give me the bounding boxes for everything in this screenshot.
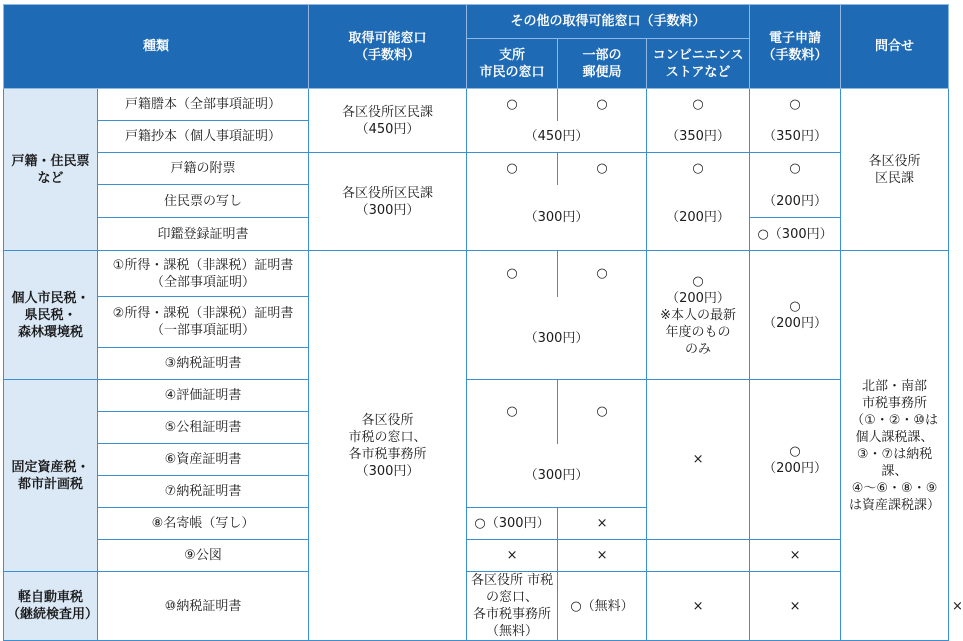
mark-available: ○ bbox=[467, 380, 558, 444]
window-koseki-a: 各区役所区民課 （450円） bbox=[309, 89, 467, 153]
item-label: ⑥資産証明書 bbox=[98, 444, 309, 476]
mark-unavailable: × bbox=[750, 540, 841, 572]
mark-available: ○ bbox=[467, 153, 558, 185]
fee-branch-post: （450円） bbox=[467, 121, 647, 153]
item-label: ⑧名寄帳（写し） bbox=[98, 508, 309, 540]
fee-e-application-kojin: ○ （200円） bbox=[750, 251, 841, 380]
mark-unavailable: × bbox=[750, 572, 841, 641]
mark-available: ○ bbox=[647, 89, 750, 121]
header-branch: 支所 市民の窓口 bbox=[467, 39, 558, 89]
mark-available: ○ bbox=[750, 89, 841, 121]
category-kei: 軽自動車税 （継続検査用） bbox=[4, 572, 98, 641]
mark-available: ○ bbox=[467, 251, 558, 297]
contact-koseki: 各区役所 区民課 bbox=[841, 89, 949, 251]
item-label: ⑦納税証明書 bbox=[98, 476, 309, 508]
item-label: ②所得・課税（非課税）証明書 （一部事項証明） bbox=[98, 297, 309, 348]
fee-convenience: （200円） bbox=[647, 185, 750, 251]
fee-branch-post: （300円） bbox=[467, 297, 647, 380]
header-kind: 種類 bbox=[4, 5, 309, 89]
header-post-office: 一部の 郵便局 bbox=[558, 39, 647, 89]
window-tax: 各区役所 市税の窓口、 各市税事務所 （300円） bbox=[309, 251, 467, 641]
mark-empty bbox=[647, 540, 750, 572]
item-label: ⑤公租証明書 bbox=[98, 412, 309, 444]
mark-available: ○ bbox=[558, 153, 647, 185]
fee-branch-post: （300円） bbox=[467, 444, 647, 508]
fee-convenience-tax: ○ （200円） ※本人の最新 年度のもの のみ bbox=[647, 251, 750, 380]
header-e-application: 電子申請 （手数料） bbox=[750, 5, 841, 89]
certificate-fee-table bbox=[3, 4, 963, 641]
item-label: ⑩納税証明書 bbox=[98, 572, 309, 641]
mark-available: ○ bbox=[558, 380, 647, 444]
header-convenience-store: コンビニエンス ストアなど bbox=[647, 39, 750, 89]
category-kojin: 個人市民税・ 県民税・ 森林環境税 bbox=[4, 251, 98, 380]
mark-available: ○ bbox=[558, 251, 647, 297]
table-row bbox=[4, 540, 949, 572]
item-label: 戸籍謄本（全部事項証明） bbox=[98, 89, 309, 121]
table-row bbox=[4, 89, 949, 121]
mark-available: ○ bbox=[558, 89, 647, 121]
fee-branch-nayose: ○（300円） bbox=[467, 508, 558, 540]
fee-e-application: （350円） bbox=[750, 121, 841, 153]
mark-available: ○ bbox=[647, 153, 750, 185]
category-koseki: 戸籍・住民票 など bbox=[4, 89, 98, 251]
table-row bbox=[4, 185, 949, 218]
fee-e-application-inkan: ○（300円） bbox=[750, 218, 841, 251]
item-label: 印鑑登録証明書 bbox=[98, 218, 309, 251]
table-row bbox=[4, 251, 949, 297]
item-label: ④評価証明書 bbox=[98, 380, 309, 412]
fee-branch-post: （300円） bbox=[467, 185, 647, 251]
table-row bbox=[4, 153, 949, 185]
mark-unavailable: × bbox=[558, 508, 647, 540]
window-koseki-b: 各区役所区民課 （300円） bbox=[309, 153, 467, 251]
table-row bbox=[4, 380, 949, 412]
mark-unavailable: × bbox=[467, 540, 558, 572]
mark-unavailable: × bbox=[558, 540, 647, 572]
fee-branch-kei: ○（無料） bbox=[558, 572, 647, 641]
contact-tax: 北部・南部 市税事務所 （①・②・⑩は 個人課税課、 ③・⑦は納税課、 ④〜⑥・⑧・⑨ は資産課税課） bbox=[841, 251, 949, 641]
item-label: 戸籍の附票 bbox=[98, 153, 309, 185]
header-contact: 問合せ bbox=[841, 5, 949, 89]
table-row bbox=[4, 121, 949, 153]
category-kotei: 固定資産税・ 都市計画税 bbox=[4, 380, 98, 572]
table-row: 軽自動車税 （継続検査用） ⑩納税証明書 各区役所 市税の窓口、 各市税事務所（無料） ○（無料） × × × bbox=[4, 572, 949, 641]
item-label: ③納税証明書 bbox=[98, 348, 309, 380]
item-label: 住民票の写し bbox=[98, 185, 309, 218]
header-other-windows: その他の取得可能窓口（手数料） bbox=[467, 5, 750, 39]
item-label: ①所得・課税（非課税）証明書 （全部事項証明） bbox=[98, 251, 309, 297]
mark-unavailable: × bbox=[647, 572, 750, 641]
header-window: 取得可能窓口 （手数料） bbox=[309, 5, 467, 89]
item-label: ⑨公図 bbox=[98, 540, 309, 572]
fee-e-application: （200円） bbox=[750, 185, 841, 218]
header-row-1 bbox=[4, 5, 949, 39]
mark-available: ○ bbox=[750, 153, 841, 185]
fee-e-application-kotei: ○ （200円） bbox=[750, 380, 841, 540]
mark-available: ○ bbox=[467, 89, 558, 121]
mark-unavailable: × bbox=[647, 380, 750, 540]
window-kei: 各区役所 市税の窓口、 各市税事務所（無料） bbox=[467, 572, 558, 641]
item-label: 戸籍抄本（個人事項証明） bbox=[98, 121, 309, 153]
fee-convenience: （350円） bbox=[647, 121, 750, 153]
